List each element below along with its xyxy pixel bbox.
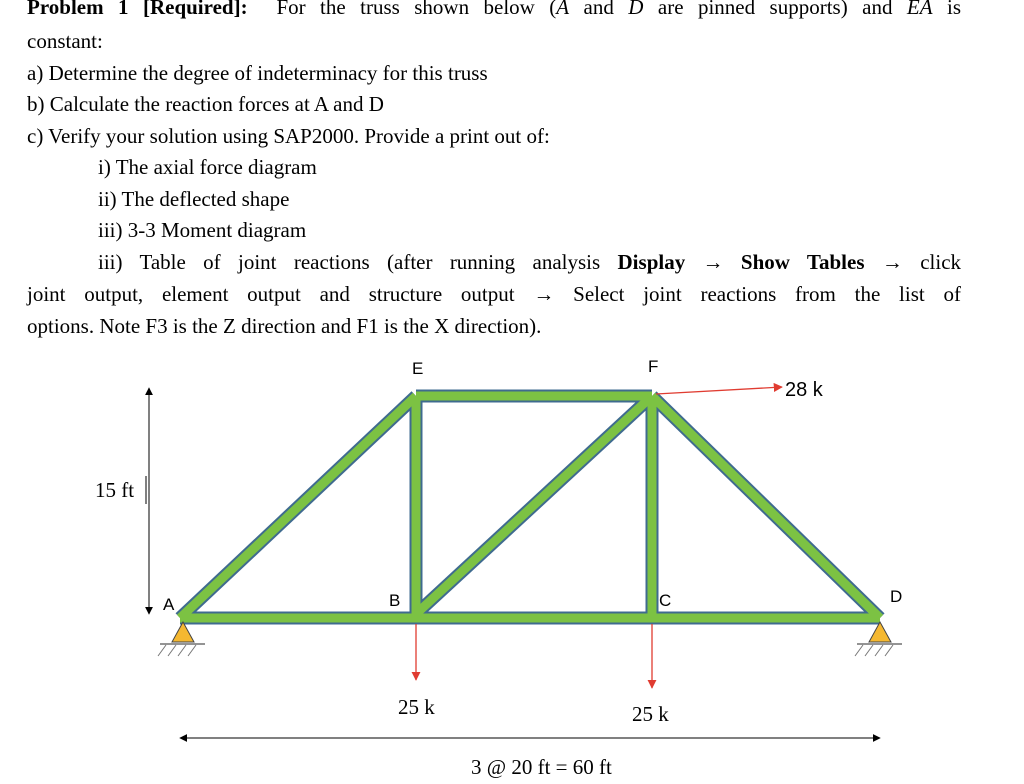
item-b: b) Calculate the reaction forces at A and D — [27, 92, 384, 116]
truss-members — [180, 396, 880, 618]
load-label-28k: 28 k — [785, 379, 823, 401]
subitem-table-line-3: options. Note F3 is the Z direction and F1 is the X direction). — [27, 314, 542, 338]
subitem-i: i) The axial force diagram — [98, 155, 317, 179]
support-a — [158, 622, 205, 656]
problem-heading: Problem 1 [Required]: — [27, 0, 248, 19]
table-line2-post: Select joint reactions from the list of — [573, 282, 961, 306]
joint-label-d: D — [890, 587, 903, 606]
item-a: a) Determine the degree of indeterminacy for this truss — [27, 61, 488, 85]
arrow-2: → — [864, 250, 921, 274]
load-arrow-28k — [656, 387, 782, 394]
intro-text-mid: are pinned supports) and — [643, 0, 907, 19]
span-label: 3 @ 20 ft = 60 ft — [471, 755, 612, 779]
subitem-iii: iii) 3-3 Moment diagram — [98, 218, 307, 242]
intro-text-post: is — [932, 0, 962, 19]
load-label-25k-c: 25 k — [632, 702, 669, 726]
arrow-1: → — [685, 250, 741, 274]
ea-ref: EA — [906, 0, 933, 19]
subitem-ii: ii) The deflected shape — [98, 187, 290, 211]
click-text: click — [920, 250, 962, 274]
load-label-25k-b: 25 k — [398, 695, 435, 719]
intro-text-pre: For the truss shown below ( — [276, 0, 557, 19]
joint-label-a: A — [163, 595, 175, 614]
problem-statement-line-2: constant: — [27, 29, 103, 53]
table-line2-pre: joint output, element output and structure output — [27, 282, 515, 306]
height-label: 15 ft — [95, 478, 135, 502]
support-d — [855, 622, 902, 656]
show-tables-ref: Show Tables — [740, 250, 865, 274]
item-c: c) Verify your solution using SAP2000. Provide a print out of: — [27, 124, 550, 148]
table-item-prefix: iii) Table of joint reactions (after running analysis — [98, 250, 618, 274]
arrow-3: → — [514, 282, 574, 306]
joint-label-e: E — [412, 359, 424, 378]
joint-label-c: C — [659, 591, 672, 610]
joint-a-ref: A — [556, 0, 570, 19]
joint-label-f: F — [648, 357, 659, 376]
display-menu-ref: Display — [617, 250, 686, 274]
joint-label-b: B — [389, 591, 401, 610]
joint-d-ref: D — [628, 0, 644, 19]
intro-text-and: and — [569, 0, 629, 19]
